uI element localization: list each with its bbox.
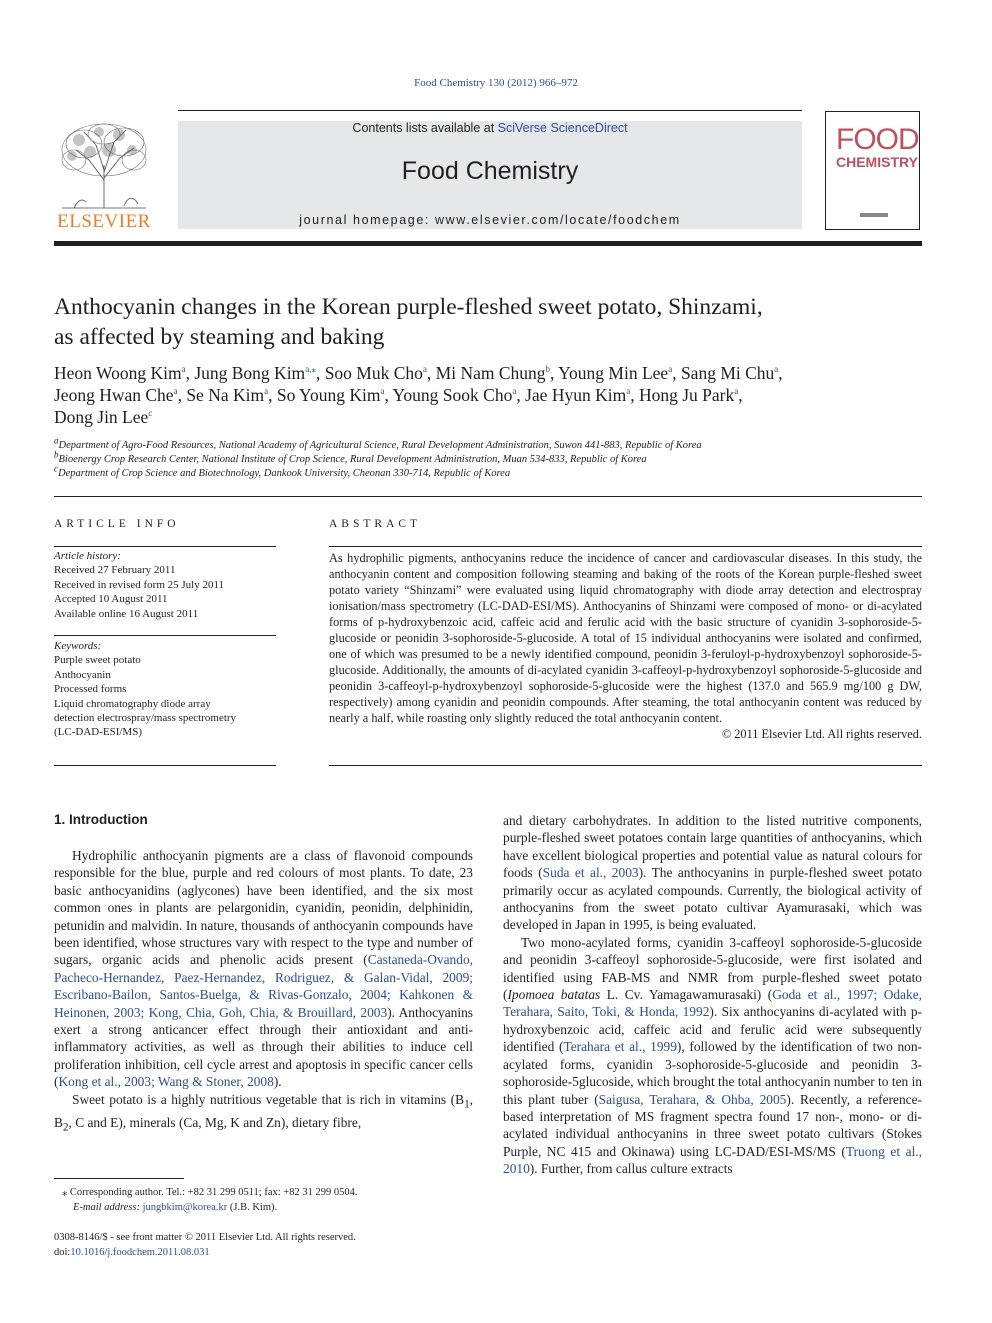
text-run: , B [54,1091,473,1130]
cover-title-chemistry: CHEMISTRY [836,154,918,170]
citation-link[interactable]: Suda et al., 2003 [542,865,639,881]
history-item: Available online 16 August 2011 [54,607,199,620]
author [54,407,152,427]
issn-doi-block [54,1231,494,1260]
keywords-heading: Keywords: [54,640,102,652]
author-name: Sang Mi Chu [680,363,775,383]
author-affiliation-marker[interactable]: a,⁎ [305,364,316,375]
author-separator: , [384,385,393,405]
affiliation-c [54,463,934,479]
author-affiliation-marker[interactable]: a [734,386,739,397]
author [525,385,639,405]
author-affiliation-marker[interactable]: a [380,386,385,397]
author-separator: , [516,385,526,405]
author-separator: , [630,385,639,405]
journal-title: Food Chemistry [401,157,579,185]
journal-homepage[interactable]: journal homepage: www.elsevier.com/locate/foodchem [299,213,681,227]
affiliation-text: Department of Crop Science and Biotechnology, Dankook University, Cheonan 330-714, Republic of Korea [58,468,511,479]
author-name: Jeong Hwan Che [54,385,174,405]
author-name: Jung Bong Kim [194,363,306,383]
elsevier-tree-icon [54,120,154,212]
header-bottom-rule [54,241,922,246]
intro-paragraph-1 [54,847,473,1091]
author [558,363,681,383]
doi-prefix: doi: [54,1246,71,1258]
author-separator: , [177,385,187,405]
author-affiliation-marker[interactable]: a [422,364,427,375]
intro-right-column [503,812,922,1178]
author-affiliation-marker[interactable]: a [512,386,517,397]
intro-left-column [54,847,473,1137]
author-separator: , [426,363,436,383]
author-affiliation-marker[interactable]: a [181,364,186,375]
citation-link[interactable]: Castaneda-Ovando, Pacheco-Hernandez, Paez-Hernandez, Rodriguez, & Galan-Vidal, 2009; Escribano-Bailon, Santos-Buelga, & Rivas-Gonzalo, 2004; Kahkonen & Heinonen, 2003; Kong, Chia, Goh, Chia, & Brouillard, 2003 [54,952,473,1020]
citation-link[interactable]: Kong et al., 2003; Wang & Stoner, 2008 [58,1074,274,1090]
author-separator: , [778,363,783,383]
article-history-heading: Article history: [54,550,121,562]
cover-publisher-mark [860,213,888,217]
abstract-body [329,550,922,742]
affiliation-text: Bioenergy Crop Research Center, National Institute of Crop Science, Rural Development Administration, Muan 534-833, Republic of Korea [58,454,647,465]
author-name: Hong Ju Park [638,385,735,405]
citation-link[interactable]: Terahara et al., 1999 [563,1039,677,1055]
citation-link[interactable]: Truong et al., 2010 [503,1143,923,1177]
author-separator: , [550,363,559,383]
author-name: Jae Hyun Kim [525,385,627,405]
author [277,385,393,405]
contents-availability [178,121,802,135]
abstract-text: As hydrophilic pigments, anthocyanins reduce the incidence of cancer and cardiovascular diseases. In this study, the anthocyanin content and composition following steaming and baking of the roots of the Korean purple-fleshed sweet potato variety “Shinzami” were evaluated using liquid chromatography with diode array detection and electrospray ionisation/mass spectrometry (LC-DAD-ESI/MS). Anthocyanins of Shinzami were composed of mono- or di-acylated forms of p-hydroxybenzoic acid, caffeic acid and ferulic acid with the basic structure of cyanidin 3-sophoroside-5-glucoside or peonidin 3-sophoroside-5-glucoside. A total of 15 individual anthocyanins were isolated and confirmed, one of which was presumed to be a newly identified compound, peonidin 3-feruloyl-p-hydroxybenzoyl sophoroside-5-glucoside. Additionally, the amounts of di-acylated cyanidin 3-caffeoyl-p-hydroxybenzoyl sophoroside-5-glucoside and peonidin 3-caffeoyl-p-hydroxybenzoyl sophoroside-5-glucoside were the highest (137.0 and 565.9 mg/100 g DW, respectively) among cyanidin and peonidin compounds. After steaming, the total anthocyanin content was reduced by nearly a half, while roasting only slightly reduced the total anthocyanin content. [329,551,922,725]
subscript: 2 [62,1121,69,1134]
article-info-heading: ARTICLE INFO [54,518,180,530]
author [681,363,783,383]
author-separator: , [672,363,681,383]
author [54,363,194,383]
affiliation-text: Department of Agro-Food Resources, National Academy of Agricultural Science, Rural Development Administration, Suwon 441-883, Republic of Korea [58,440,702,451]
author-affiliation-marker[interactable]: a [774,364,779,375]
affiliation-rule [54,496,922,497]
text-run: Sweet potato is a highly nutritious vegetable that is rich in vitamins (B [72,1091,465,1107]
header-top-rule [178,110,802,111]
article-title-line1: Anthocyanin changes in the Korean purple-fleshed sweet potato, Shinzami, [54,294,763,320]
keyword-item: Anthocyanin [54,668,111,681]
text-run: ). [273,1074,282,1090]
article-title-line2: as affected by steaming and baking [54,324,385,350]
abstract-copyright: © 2011 Elsevier Ltd. All rights reserved. [721,727,922,741]
abstract-rule [329,546,922,547]
text-run: ). Further, from callus culture extracts [529,1161,733,1177]
article-title [54,292,934,352]
author [436,363,558,383]
author-name: Mi Nam Chung [435,363,546,383]
introduction-heading: 1. Introduction [54,812,148,827]
author-separator: , [268,385,277,405]
author-name: Soo Muk Cho [324,363,423,383]
article-info-bottom-rule [54,765,276,766]
cover-title-food: FOOD [836,123,919,156]
text-run: and dietary carbohydrates. In addition to the listed nutritive components, purple-fleshed sweet potatoes contain large quantities of anthocyanins, which have excellent biological properties and potential value as natural colours for foods ( [503,813,922,881]
affiliation-b [54,449,934,465]
abstract-bottom-rule [329,765,922,766]
email-link[interactable]: jungbkim@korea.kr [142,1201,228,1213]
author [194,363,324,383]
subscript: 1 [464,1098,470,1111]
author-separator: , [738,385,743,405]
text-run: L. Cv. Yamagawamurasaki) ( [600,987,773,1003]
email-line [62,1201,482,1216]
intro-paragraph-2 [54,1091,473,1137]
email-label: E-mail address: [73,1201,143,1213]
affiliation-a [54,435,934,451]
elsevier-wordmark: ELSEVIER [57,211,151,232]
author-name: Dong Jin Lee [54,407,149,427]
author-affiliation-marker[interactable]: a [626,386,631,397]
keyword-item: Liquid chromatography diode array [54,697,211,710]
text-run: ), followed by the identification of two non-acylated forms, cyanidin 3-sophoroside-5-glucoside and peonidin 3-sophoroside-5glucoside, which brought the total anthocyanin number to ten in this plant tuber ( [503,1039,922,1107]
species-name: Ipomoea batatas [507,987,601,1003]
footnote-rule [54,1178,184,1179]
intro-paragraph-3 [503,812,922,934]
author [325,363,436,383]
keyword-item: Purple sweet potato [54,654,141,667]
text-run: ). Anthocyanins exert a strong anticancer effect through their antioxidant and anti-inflammatory activities, as well as through their abilities to induce cell proliferation inhibition, cell cycle arrest and apoptosis in specific cancer cells ( [54,1004,473,1090]
author-list [54,362,934,428]
author-name: Young Sook Cho [392,385,513,405]
email-suffix: (J.B. Kim). [227,1201,278,1213]
issn-line: 0308-8146/$ - see front matter © 2011 Elsevier Ltd. All rights reserved. [54,1232,356,1243]
sciencedirect-link[interactable]: SciVerse ScienceDirect [497,121,628,135]
text-run: Two mono-acylated forms, cyanidin 3-caffeoyl sophoroside-5-glucoside and peonidin 3-caffeoyl sophoroside-5-glucoside, were first isolated and identified using FAB-MS and NMR from purple-fleshed sweet potato ( [503,934,922,1003]
doi-line [54,1246,494,1261]
history-item: Accepted 10 August 2011 [54,593,168,606]
text-run: Hydrophilic anthocyanin pigments are a class of flavonoid compounds responsible for the blue, purple and red colours of most plants. To date, 23 basic anthocyanidins (aglycones) have been identified, and the six most common ones in plants are pelargonidin, cyanidin, peonidin, delphinidin, petunidin and malvidin. In nature, thousands of anthocyanin compounds have been identified, whose structures vary with respect to the type and number of sugars, organic acids and phenolic acids present ( [54,848,473,968]
corresponding-author-text: ⁎ Corresponding author. Tel.: +82 31 299 0511; fax: +82 31 299 0504. [62,1187,358,1198]
affiliation-key: a [54,435,59,446]
history-item: Received in revised form 25 July 2011 [54,578,225,591]
author [639,385,743,405]
corresponding-author-footnote [62,1186,482,1215]
text-run: ). Recently, a reference-based interpretation of MS fragment spectra found 17 non-, mono- or di-acylated individual anthocyanins in three sweet potato cultivars (Stokes Purple, NC 415 and Okinawa) using LC-DAD/ESI-MS/MS ( [503,1091,922,1159]
affiliation-key: c [54,463,58,474]
affiliation-key: b [54,449,59,460]
author-affiliation-marker[interactable]: b [545,364,551,375]
intro-paragraph-4 [503,934,922,1178]
contents-prefix: Contents lists available at [352,121,498,135]
author [186,385,277,405]
article-info-rule [54,546,276,547]
author-affiliation-marker[interactable]: a [668,364,673,375]
keyword-item: (LC-DAD-ESI/MS) [54,726,142,739]
author-affiliation-marker[interactable]: a [264,386,269,397]
author-name: Se Na Kim [186,385,265,405]
history-item: Received 27 February 2011 [54,564,176,577]
author-separator: , [185,363,195,383]
article-history [54,549,276,621]
author [393,385,526,405]
author-name: So Young Kim [276,385,381,405]
text-run: , C and E), minerals (Ca, Mg, K and Zn), dietary fibre, [68,1114,362,1130]
author-affiliation-marker[interactable]: a [173,386,178,397]
journal-reference[interactable]: Food Chemistry 130 (2012) 966–972 [414,77,578,89]
author [54,385,186,405]
keyword-item: detection electrospray/mass spectrometry [54,712,237,725]
keywords-rule [54,635,276,636]
keyword-item: Processed forms [54,683,127,696]
citation-link[interactable]: Goda et al., 1997; Odake, Terahara, Saito, Toki, & Honda, 1992 [503,987,922,1020]
author-name: Young Min Lee [558,363,669,383]
abstract-heading: ABSTRACT [329,518,422,530]
doi-link[interactable]: 10.1016/j.foodchem.2011.08.031 [70,1246,210,1258]
keywords [54,639,276,740]
text-run: ). The anthocyanins in purple-fleshed sweet potato primarily occur as acylated compounds. Currently, the biological activity of anthocyanins from the sweet potato cultivar Ayamurasaki, which was developed in Japan in 1995, is being evaluated. [503,865,922,933]
text-run: ). Six anthocyanins di-acylated with p-hydroxybenzoic acid, caffeic acid and ferulic acid were subsequently identified ( [503,1004,922,1055]
author-separator: , [315,363,325,383]
citation-link[interactable]: Saigusa, Terahara, & Ohba, 2005 [598,1091,787,1107]
author-name: Heon Woong Kim [54,363,182,383]
author-affiliation-marker[interactable]: c [148,408,153,419]
